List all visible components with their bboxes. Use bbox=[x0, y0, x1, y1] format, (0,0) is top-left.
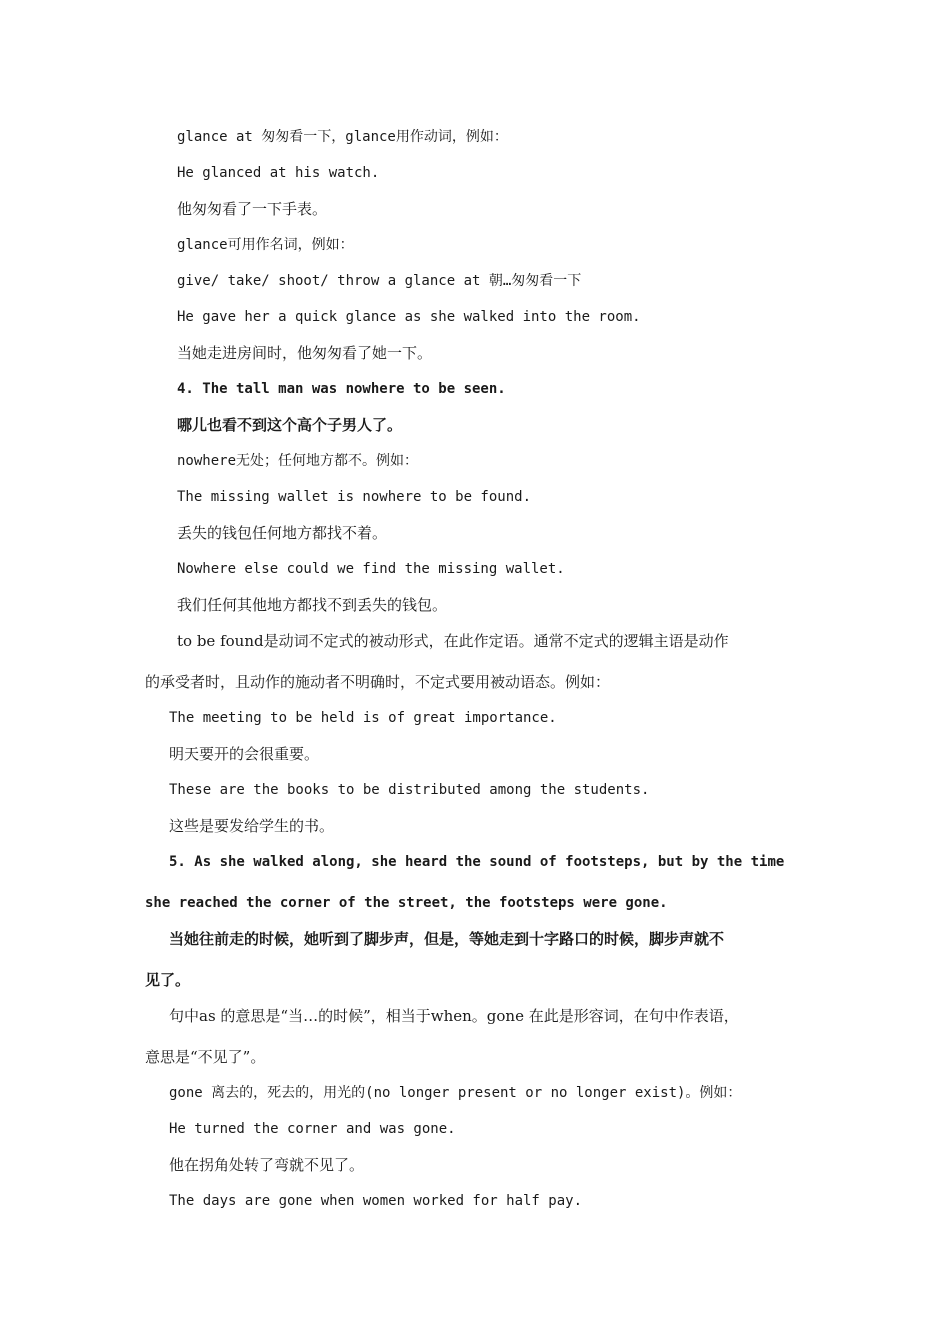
translation-line: 他在拐角处转了弯就不见了。 bbox=[169, 1156, 365, 1174]
translation-line: 这些是要发给学生的书。 bbox=[169, 817, 335, 835]
paragraph-line: 句中as 的意思是“当…的时候”，相当于when。gone 在此是形容词，在句中作表语， bbox=[169, 1007, 739, 1025]
translation-line: 明天要开的会很重要。 bbox=[169, 745, 320, 763]
example-sentence: These are the books to be distributed among the students. bbox=[169, 782, 650, 798]
example-sentence: Nowhere else could we find the missing wallet. bbox=[177, 561, 565, 577]
translation-line: 我们任何其他地方都找不到丢失的钱包。 bbox=[177, 596, 448, 614]
paragraph-line: to be found是动词不定式的被动形式，在此作定语。通常不定式的逻辑主语是动作 bbox=[177, 632, 729, 650]
paragraph-line: 意思是“不见了”。 bbox=[145, 1048, 266, 1066]
section-heading-translation: 见了。 bbox=[145, 971, 191, 989]
section-heading-translation: 哪儿也看不到这个高个子男人了。 bbox=[177, 416, 403, 434]
text-line: gone 离去的，死去的，用光的(no longer present or no longer exist)。例如： bbox=[169, 1085, 742, 1101]
translation-line: 他匆匆看了一下手表。 bbox=[177, 200, 328, 218]
example-sentence: The days are gone when women worked for half pay. bbox=[169, 1193, 583, 1209]
example-sentence: He gave her a quick glance as she walked into the room. bbox=[177, 309, 641, 325]
text-line: nowhere无处；任何地方都不。例如： bbox=[177, 453, 419, 469]
section-heading: 4. The tall man was nowhere to be seen. bbox=[177, 381, 506, 397]
example-sentence: He turned the corner and was gone. bbox=[169, 1121, 456, 1137]
translation-line: 丢失的钱包任何地方都找不着。 bbox=[177, 524, 388, 542]
translation-line: 当她走进房间时，他匆匆看了她一下。 bbox=[177, 344, 433, 362]
example-sentence: The missing wallet is nowhere to be found. bbox=[177, 489, 532, 505]
paragraph-line: 的承受者时，且动作的施动者不明确时，不定式要用被动语态。例如： bbox=[145, 673, 611, 691]
section-heading-translation: 当她往前走的时候，她听到了脚步声，但是，等她走到十字路口的时候，脚步声就不 bbox=[169, 930, 725, 948]
section-heading: 5. As she walked along, she heard the sound of footsteps, but by the time bbox=[169, 854, 785, 870]
example-sentence: He glanced at his watch. bbox=[177, 165, 380, 181]
text-line: give/ take/ shoot/ throw a glance at 朝…匆匆看一下 bbox=[177, 273, 582, 289]
text-line: glance可用作名词，例如： bbox=[177, 237, 354, 253]
text-line: glance at 匆匆看一下，glance用作动词，例如： bbox=[177, 129, 508, 145]
section-heading: she reached the corner of the street, the footsteps were gone. bbox=[145, 895, 668, 911]
example-sentence: The meeting to be held is of great importance. bbox=[169, 710, 557, 726]
